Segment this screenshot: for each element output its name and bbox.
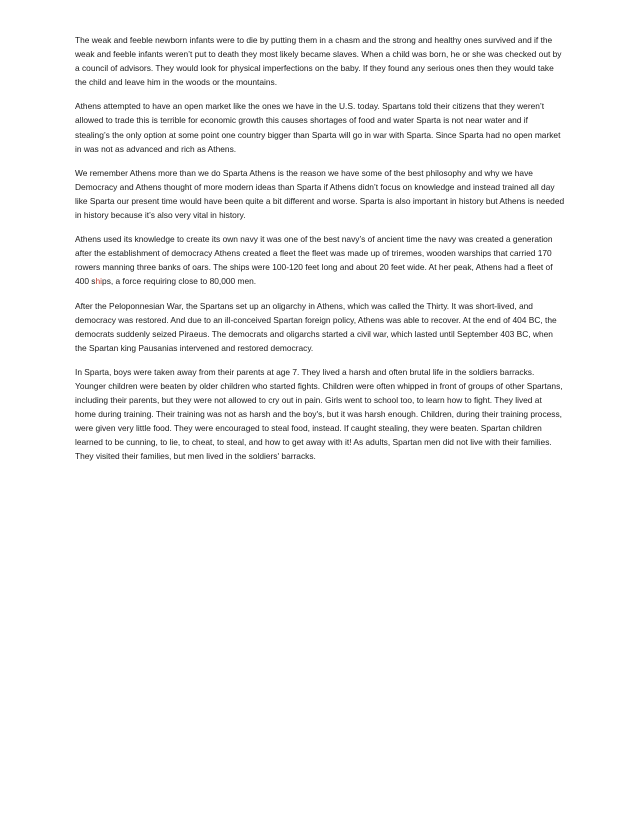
paragraph-peloponnesian-war: After the Peloponnesian War, the Spartans set up an oligarchy in Athens, which was called the Thirty. It was short-lived, and democracy was restored. And due to an ill-conceived Spartan foreign policy, Athens was able to recover. At the end of 404 BC, the democrats suddenly seized Piraeus. The democrats and oligarchs started a civil war, which lasted until September 403 BC, when the Spartan king Pausanias intervened and restored democracy. (75, 300, 557, 353)
paragraph-athens-navy (75, 232, 565, 288)
paragraph-spartan-boys: In Sparta, boys were taken away from their parents at age 7. They lived a harsh and often brutal life in the soldiers barracks. Younger children were beaten by older children who started fights. Children were often whipped in front of groups of other Spartans, including their parents, but they were not allowed to cry out in pain. Girls went to school too, to learn how to fight. They lived at home during training. Their training was not as harsh and the boy's, but it was harsh enough. Children, during their training process, were given very little food. They were encouraged to steal food, instead. If caught stealing, they were beaten. Spartan children learned to be cunning, to lie, to cheat, to steal, and how to get away with it! As adults, Spartan men did not live with their families. They visited their families, but men lived in the soldiers' barracks. (75, 366, 563, 462)
navy-text-start: Athens used its knowledge to create its own navy it was one of the best navy’s of ancient time the navy was created a generation after the establishment of democracy Athens created a fleet the fleet was made up of triremes, wooden warships that carried 170 rowers manning three banks of oars. The ships were 100-120 feet long and about 20 feet wide. At her peak, Athens had a fleet of 400 s (75, 234, 553, 287)
document-page (75, 33, 565, 474)
navy-text-end: ps, a force requiring close to 80,000 men. (102, 276, 257, 287)
paragraph-infants: The weak and feeble newborn infants were to die by putting them in a chasm and the strong and healthy ones survived and if the weak and feeble infants weren’t put to death they most likely became slaves. When a child was born, he or she was checked out by a council of advisors. They would look for physical imperfections on the baby. If they found any serious ones then they would take the child and leave him in the woods or the mountains. (75, 35, 562, 88)
paragraph-remember-athens: We remember Athens more than we do Sparta Athens is the reason we have some of the best philosophy and why we have Democracy and Athens thought of more modern ideas than Sparta if Athens didn’t focus on knowledge and instead trained all day like Sparta our present time would have been quite a bit different and worse. Sparta is also important in history but Athens is needed in history because it’s also very vital in history. (75, 167, 565, 221)
navy-text-highlight: hi (95, 276, 103, 287)
paragraph-open-market: Athens attempted to have an open market like the ones we have in the U.S. today. Spartans told their citizens that they weren’t allowed to trade this is terrible for economic growth this causes shortages of food and water Sparta is not near water and if stealing’s the only option at some point one country bigger than Sparta will go in war with Sparta. Since Sparta had no open market in was not as advanced and rich as Athens. (75, 101, 561, 154)
